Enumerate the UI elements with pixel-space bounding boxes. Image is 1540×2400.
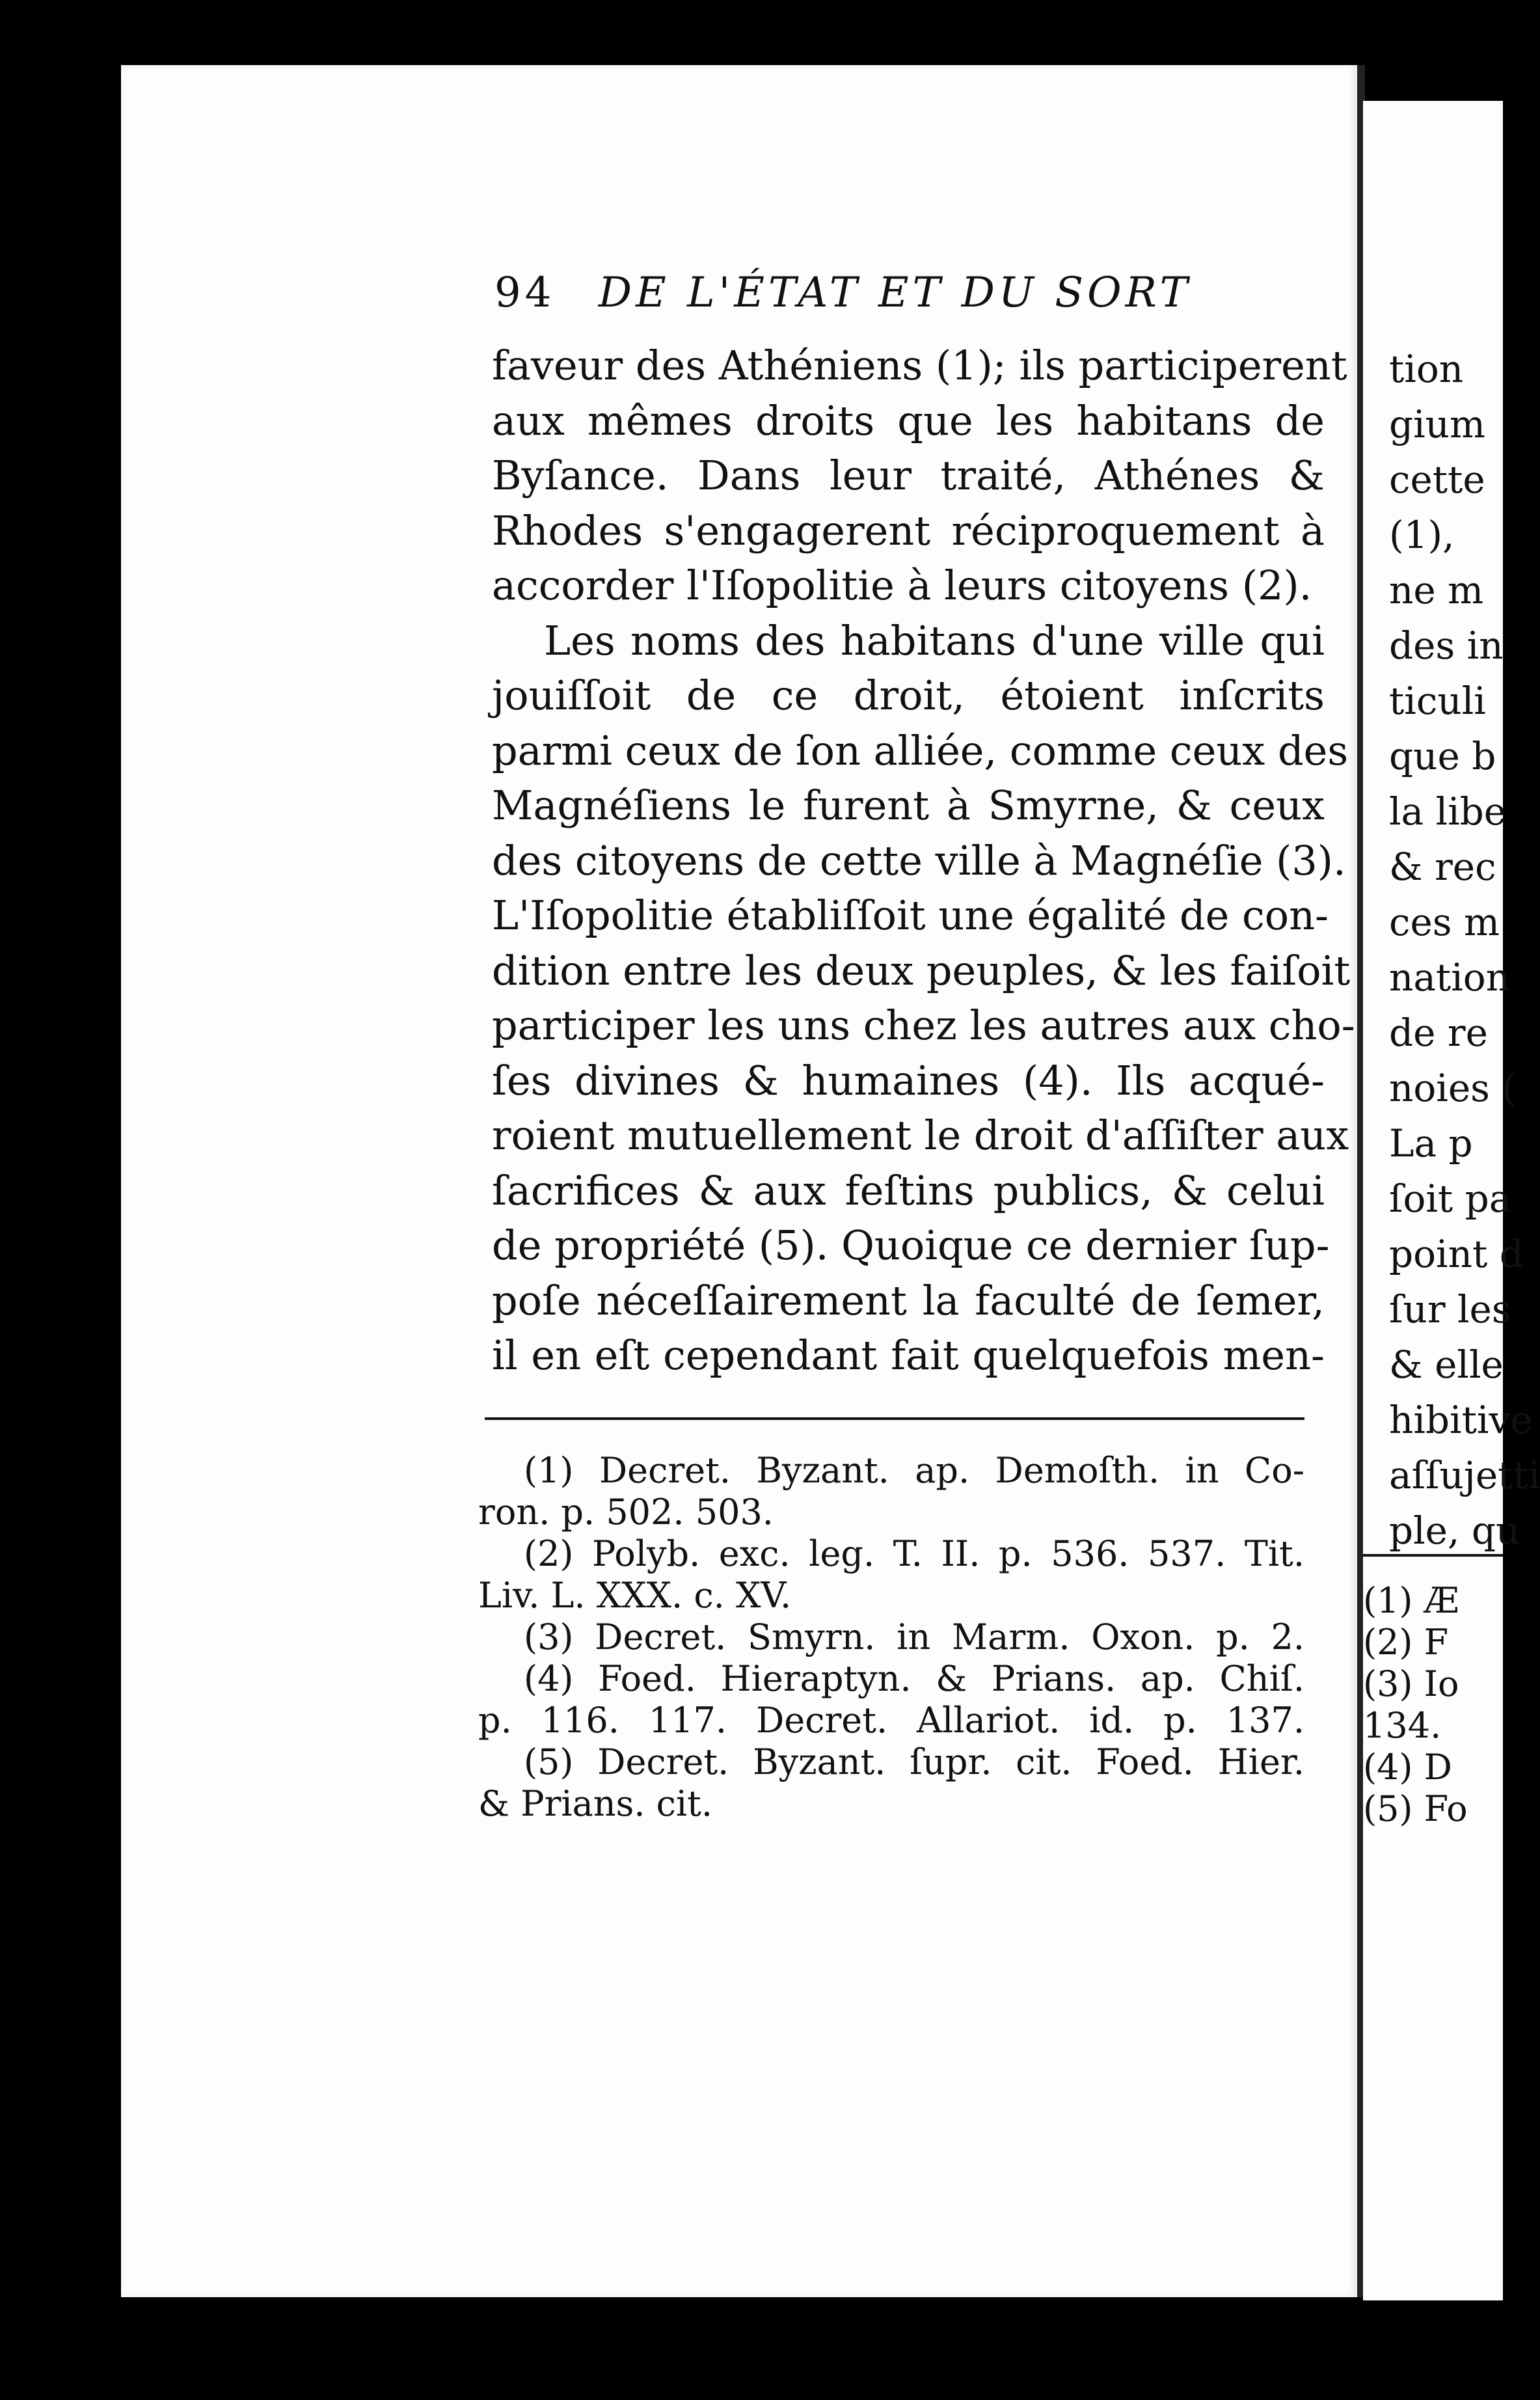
text-line: Les noms des habitans d'une ville qui bbox=[544, 616, 1325, 664]
facing-text-line: & elle bbox=[1389, 1343, 1504, 1387]
text-line: accorder l'Iſopolitie à leurs citoyens (2). bbox=[492, 562, 1312, 609]
footnote-line: (4) Foed. Hieraptyn. & Prians. ap. Chiſ. bbox=[524, 1658, 1304, 1699]
facing-text-line: aſſujetti bbox=[1389, 1453, 1540, 1497]
footnote-line: (2) Polyb. exc. leg. T. II. p. 536. 537. Tit. bbox=[524, 1533, 1304, 1574]
text-line: des citoyens de cette ville à Magnéſie (3). bbox=[492, 836, 1346, 884]
facing-text-line: des in bbox=[1389, 623, 1504, 668]
footnote-line: p. 116. 117. Decret. Allariot. id. p. 137. bbox=[478, 1700, 1304, 1741]
facing-footnote-divider bbox=[1363, 1554, 1503, 1557]
text-line: roient mutuellement le droit d'aſſiſter aux bbox=[492, 1111, 1349, 1159]
facing-footnote-line: (1) Æ bbox=[1363, 1580, 1459, 1621]
text-line: de propriété (5). Quoique ce dernier ſup- bbox=[492, 1221, 1330, 1269]
facing-text-line: (1), bbox=[1389, 513, 1455, 557]
facing-text-line: ple, qu bbox=[1389, 1508, 1520, 1553]
facing-text-line: ſur les bbox=[1389, 1287, 1511, 1331]
text-line: parmi ceux de ſon alliée, comme ceux des bbox=[492, 726, 1349, 774]
facing-text-line: ces m bbox=[1389, 900, 1500, 944]
footnote-line: & Prians. cit. bbox=[478, 1783, 713, 1824]
text-line: dition entre les deux peuples, & les faiſoit bbox=[492, 946, 1351, 994]
footnote-line: (5) Decret. Byzant. ſupr. cit. Foed. Hier. bbox=[524, 1741, 1304, 1782]
facing-footnote-line: 134. bbox=[1363, 1705, 1442, 1746]
facing-text-line: de re bbox=[1389, 1011, 1488, 1055]
text-line: L'Iſopolitie établiſſoit une égalité de con- bbox=[492, 892, 1329, 939]
text-line: jouiſſoit de ce droit, étoient inſcrits bbox=[492, 672, 1325, 719]
facing-footnote-line: (4) D bbox=[1363, 1747, 1452, 1788]
facing-text-line: La p bbox=[1389, 1121, 1473, 1166]
page-number: 94 bbox=[494, 269, 556, 317]
footnotes bbox=[478, 1450, 1304, 1825]
facing-text-line: la libe bbox=[1389, 789, 1507, 834]
facing-text-line: & rec bbox=[1389, 845, 1496, 889]
text-line: il en eſt cependant fait quelquefois men- bbox=[492, 1331, 1325, 1379]
facing-text-line: point d bbox=[1389, 1232, 1524, 1276]
text-line: poſe néceſſairement la faculté de ſemer, bbox=[492, 1276, 1325, 1324]
text-line: ſes divines & humaines (4). Ils acqué- bbox=[492, 1056, 1325, 1104]
footnote-line: (3) Decret. Smyrn. in Marm. Oxon. p. 2. bbox=[524, 1616, 1304, 1657]
text-line: Byſance. Dans leur traité, Athénes & bbox=[492, 452, 1325, 499]
main-text-block bbox=[492, 338, 1355, 1384]
footnote-divider bbox=[485, 1417, 1304, 1420]
facing-footnotes bbox=[1363, 1580, 1503, 1830]
text-line: aux mêmes droits que les habitans de bbox=[492, 396, 1325, 444]
facing-text-line: nation bbox=[1389, 955, 1511, 1000]
text-line: Magnéſiens le furent à Smyrne, & ceux bbox=[492, 782, 1325, 829]
facing-text-line: cette bbox=[1389, 457, 1485, 502]
text-line: faveur des Athéniens (1); ils participerent bbox=[492, 342, 1347, 389]
footnote-line: ron. p. 502. 503. bbox=[478, 1492, 774, 1533]
facing-text-line: que b bbox=[1389, 734, 1496, 778]
running-title: DE L'ÉTAT ET DU SORT bbox=[598, 269, 1192, 317]
facing-text-line: hibitive bbox=[1389, 1398, 1533, 1442]
facing-text-line: ne m bbox=[1389, 568, 1484, 612]
facing-text-line: gium bbox=[1389, 402, 1486, 446]
facing-text-line: ſoit pa bbox=[1389, 1177, 1512, 1221]
text-line: Rhodes s'engagerent réciproquement à bbox=[492, 506, 1325, 554]
facing-footnote-line: (3) Io bbox=[1363, 1663, 1459, 1704]
text-line: participer les uns chez les autres aux cho- bbox=[492, 1002, 1355, 1049]
facing-footnote-line: (2) F bbox=[1363, 1622, 1449, 1663]
facing-text-line: tion bbox=[1389, 347, 1464, 391]
facing-text-line: ticuli bbox=[1389, 679, 1486, 723]
footnote-line: (1) Decret. Byzant. ap. Demoſth. in Co- bbox=[524, 1450, 1304, 1491]
facing-footnote-line: (5) Fo bbox=[1363, 1788, 1468, 1829]
text-line: ſacrifices & aux feſtins publics, & celui bbox=[492, 1166, 1325, 1214]
footnote-line: Liv. L. XXX. c. XV. bbox=[478, 1575, 792, 1616]
facing-page-text bbox=[1389, 342, 1540, 1559]
running-head bbox=[494, 264, 1308, 322]
facing-text-line: noies ( bbox=[1389, 1066, 1517, 1110]
